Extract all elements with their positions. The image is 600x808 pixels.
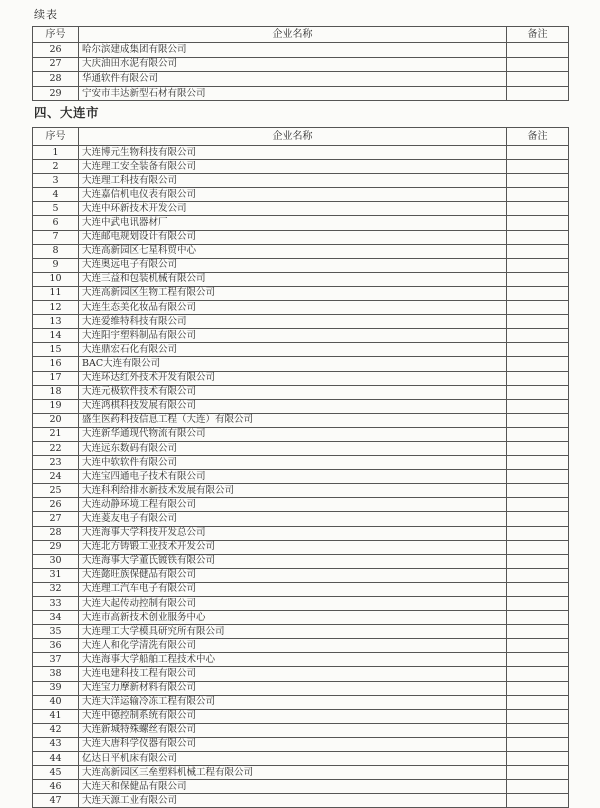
company-name: 大连科利给排水新技术发展有限公司 bbox=[79, 484, 507, 498]
row-index: 13 bbox=[33, 315, 79, 329]
table-row bbox=[33, 301, 569, 315]
company-name: 大连远东数码有限公司 bbox=[79, 441, 507, 455]
row-note bbox=[507, 160, 569, 174]
row-index: 26 bbox=[33, 498, 79, 512]
table-row bbox=[33, 498, 569, 512]
row-note bbox=[507, 568, 569, 582]
row-note bbox=[507, 752, 569, 766]
table-row bbox=[33, 709, 569, 723]
company-table-dalian bbox=[32, 127, 569, 808]
table-row bbox=[33, 456, 569, 470]
row-note bbox=[507, 315, 569, 329]
table-header-row bbox=[33, 128, 569, 146]
row-index: 10 bbox=[33, 272, 79, 286]
row-note bbox=[507, 540, 569, 554]
company-name: 大连海事大学船舶工程技术中心 bbox=[79, 653, 507, 667]
row-note bbox=[507, 723, 569, 737]
row-note bbox=[507, 258, 569, 272]
table-row bbox=[33, 470, 569, 484]
row-index: 36 bbox=[33, 639, 79, 653]
row-index: 42 bbox=[33, 723, 79, 737]
company-name: 大连博元生物科技有限公司 bbox=[79, 146, 507, 160]
company-name: 大连动静环境工程有限公司 bbox=[79, 498, 507, 512]
company-name: 大连嘉信机电仪表有限公司 bbox=[79, 188, 507, 202]
header-index: 序号 bbox=[33, 27, 79, 43]
table-row bbox=[33, 427, 569, 441]
row-index: 35 bbox=[33, 625, 79, 639]
row-note bbox=[507, 399, 569, 413]
table-row bbox=[33, 667, 569, 681]
row-note bbox=[507, 597, 569, 611]
row-index: 19 bbox=[33, 399, 79, 413]
header-note: 备注 bbox=[507, 128, 569, 146]
row-index: 14 bbox=[33, 329, 79, 343]
company-name: 大连邮电规划设计有限公司 bbox=[79, 230, 507, 244]
row-note bbox=[507, 639, 569, 653]
table-row bbox=[33, 639, 569, 653]
company-name: 亿达日平机床有限公司 bbox=[79, 752, 507, 766]
row-index: 26 bbox=[33, 43, 79, 58]
table-row bbox=[33, 146, 569, 160]
company-name: 大连懿旺族保健品有限公司 bbox=[79, 568, 507, 582]
row-note bbox=[507, 456, 569, 470]
company-name: 大连中环新技术开发公司 bbox=[79, 202, 507, 216]
row-note bbox=[507, 43, 569, 58]
table-row bbox=[33, 554, 569, 568]
table-row bbox=[33, 244, 569, 258]
company-name: 大连鸿棋科技发展有限公司 bbox=[79, 399, 507, 413]
company-name: 大连中德控制系统有限公司 bbox=[79, 709, 507, 723]
row-note bbox=[507, 737, 569, 751]
continuation-label: 续表 bbox=[34, 8, 58, 21]
row-index: 41 bbox=[33, 709, 79, 723]
row-index: 18 bbox=[33, 385, 79, 399]
row-index: 27 bbox=[33, 57, 79, 72]
row-index: 37 bbox=[33, 653, 79, 667]
row-index: 45 bbox=[33, 766, 79, 780]
row-note bbox=[507, 86, 569, 101]
company-name: 大连鼎宏石化有限公司 bbox=[79, 343, 507, 357]
company-name: 大连宝力摩新材料有限公司 bbox=[79, 681, 507, 695]
row-index: 44 bbox=[33, 752, 79, 766]
row-note bbox=[507, 470, 569, 484]
table-row bbox=[33, 385, 569, 399]
row-index: 24 bbox=[33, 470, 79, 484]
row-index: 6 bbox=[33, 216, 79, 230]
row-index: 17 bbox=[33, 371, 79, 385]
table-row bbox=[33, 43, 569, 58]
company-name: 大连高新园区七星科贸中心 bbox=[79, 244, 507, 258]
table-row bbox=[33, 357, 569, 371]
company-name: 大连环达红外技术开发有限公司 bbox=[79, 371, 507, 385]
table-row bbox=[33, 582, 569, 596]
table-row bbox=[33, 794, 569, 808]
company-name: 大连宝四通电子技术有限公司 bbox=[79, 470, 507, 484]
table-row bbox=[33, 625, 569, 639]
row-note bbox=[507, 371, 569, 385]
table-2-body bbox=[33, 146, 569, 808]
row-index: 15 bbox=[33, 343, 79, 357]
table-row bbox=[33, 315, 569, 329]
row-index: 12 bbox=[33, 301, 79, 315]
row-index: 33 bbox=[33, 597, 79, 611]
header-note: 备注 bbox=[507, 27, 569, 43]
row-note bbox=[507, 441, 569, 455]
row-note bbox=[507, 385, 569, 399]
row-index: 20 bbox=[33, 413, 79, 427]
company-name: 华通软件有限公司 bbox=[79, 72, 507, 87]
row-index: 3 bbox=[33, 174, 79, 188]
row-index: 1 bbox=[33, 146, 79, 160]
table-row bbox=[33, 780, 569, 794]
company-name: BAC大连有限公司 bbox=[79, 357, 507, 371]
table-row bbox=[33, 568, 569, 582]
row-note bbox=[507, 272, 569, 286]
company-name: 大庆油田水泥有限公司 bbox=[79, 57, 507, 72]
company-name: 大连中软软件有限公司 bbox=[79, 456, 507, 470]
row-note bbox=[507, 667, 569, 681]
row-note bbox=[507, 695, 569, 709]
row-note bbox=[507, 188, 569, 202]
row-index: 38 bbox=[33, 667, 79, 681]
row-index: 30 bbox=[33, 554, 79, 568]
table-row bbox=[33, 512, 569, 526]
row-index: 31 bbox=[33, 568, 79, 582]
company-name: 大连海事大学董氏镀铁有限公司 bbox=[79, 554, 507, 568]
company-name: 大连天和保健品有限公司 bbox=[79, 780, 507, 794]
row-note bbox=[507, 413, 569, 427]
company-name: 大连高新园区三垒塑料机械工程有限公司 bbox=[79, 766, 507, 780]
row-note bbox=[507, 709, 569, 723]
company-name: 大连北方铸锻工业技术开发公司 bbox=[79, 540, 507, 554]
table-row bbox=[33, 737, 569, 751]
row-index: 11 bbox=[33, 286, 79, 300]
header-index: 序号 bbox=[33, 128, 79, 146]
row-index: 16 bbox=[33, 357, 79, 371]
company-name: 大连大唐科学仪器有限公司 bbox=[79, 737, 507, 751]
table-row bbox=[33, 216, 569, 230]
row-note bbox=[507, 357, 569, 371]
row-index: 43 bbox=[33, 737, 79, 751]
row-note bbox=[507, 230, 569, 244]
table-1-body bbox=[33, 43, 569, 101]
company-name: 大连大洋运输冷冻工程有限公司 bbox=[79, 695, 507, 709]
row-note bbox=[507, 498, 569, 512]
company-name: 大连电建科技工程有限公司 bbox=[79, 667, 507, 681]
row-index: 9 bbox=[33, 258, 79, 272]
company-name: 大连奥远电子有限公司 bbox=[79, 258, 507, 272]
row-index: 28 bbox=[33, 72, 79, 87]
row-note bbox=[507, 484, 569, 498]
table-row bbox=[33, 174, 569, 188]
row-note bbox=[507, 174, 569, 188]
row-index: 7 bbox=[33, 230, 79, 244]
table-row bbox=[33, 723, 569, 737]
row-index: 39 bbox=[33, 681, 79, 695]
company-name: 大连阳宇塑料制品有限公司 bbox=[79, 329, 507, 343]
company-table-continued bbox=[32, 26, 569, 101]
section-heading: 四、大连市 bbox=[34, 105, 100, 120]
row-index: 23 bbox=[33, 456, 79, 470]
row-note bbox=[507, 329, 569, 343]
company-name: 盛生医药科技信息工程（大连）有限公司 bbox=[79, 413, 507, 427]
row-note bbox=[507, 554, 569, 568]
row-note bbox=[507, 72, 569, 87]
row-index: 47 bbox=[33, 794, 79, 808]
company-name: 大连爱维特科技有限公司 bbox=[79, 315, 507, 329]
company-name: 大连菱友电子有限公司 bbox=[79, 512, 507, 526]
company-name: 宁安市丰达新型石材有限公司 bbox=[79, 86, 507, 101]
table-row bbox=[33, 484, 569, 498]
table-row bbox=[33, 399, 569, 413]
row-note bbox=[507, 681, 569, 695]
table-row bbox=[33, 72, 569, 87]
company-name: 大连中武电讯器材厂 bbox=[79, 216, 507, 230]
row-index: 2 bbox=[33, 160, 79, 174]
company-name: 大连理工科技有限公司 bbox=[79, 174, 507, 188]
row-note bbox=[507, 766, 569, 780]
row-note bbox=[507, 794, 569, 808]
row-note bbox=[507, 57, 569, 72]
row-index: 34 bbox=[33, 611, 79, 625]
table-row bbox=[33, 286, 569, 300]
company-name: 大连理工汽车电子有限公司 bbox=[79, 582, 507, 596]
table-row bbox=[33, 441, 569, 455]
company-name: 大连新城特殊螺丝有限公司 bbox=[79, 723, 507, 737]
row-index: 21 bbox=[33, 427, 79, 441]
row-index: 29 bbox=[33, 86, 79, 101]
row-note bbox=[507, 146, 569, 160]
row-note bbox=[507, 780, 569, 794]
company-name: 大连元极软件技术有限公司 bbox=[79, 385, 507, 399]
company-name: 哈尔滨建成集团有限公司 bbox=[79, 43, 507, 58]
table-row bbox=[33, 371, 569, 385]
table-header-row bbox=[33, 27, 569, 43]
table-row bbox=[33, 188, 569, 202]
table-row bbox=[33, 202, 569, 216]
company-name: 大连人和化学清洗有限公司 bbox=[79, 639, 507, 653]
company-name: 大连市高新技术创业服务中心 bbox=[79, 611, 507, 625]
row-index: 27 bbox=[33, 512, 79, 526]
row-note bbox=[507, 286, 569, 300]
table-row bbox=[33, 413, 569, 427]
company-name: 大连天源工业有限公司 bbox=[79, 794, 507, 808]
table-row bbox=[33, 526, 569, 540]
row-index: 25 bbox=[33, 484, 79, 498]
row-note bbox=[507, 216, 569, 230]
row-note bbox=[507, 526, 569, 540]
row-index: 22 bbox=[33, 441, 79, 455]
row-note bbox=[507, 512, 569, 526]
row-index: 4 bbox=[33, 188, 79, 202]
row-note bbox=[507, 653, 569, 667]
table-row bbox=[33, 272, 569, 286]
row-index: 32 bbox=[33, 582, 79, 596]
table-row bbox=[33, 230, 569, 244]
row-note bbox=[507, 301, 569, 315]
row-note bbox=[507, 625, 569, 639]
company-name: 大连海事大学科技开发总公司 bbox=[79, 526, 507, 540]
company-name: 大连理工安全装备有限公司 bbox=[79, 160, 507, 174]
table-row bbox=[33, 597, 569, 611]
company-name: 大连高新园区生物工程有限公司 bbox=[79, 286, 507, 300]
table-row bbox=[33, 160, 569, 174]
row-note bbox=[507, 582, 569, 596]
table-row bbox=[33, 766, 569, 780]
company-name: 大连理工大学模具研究所有限公司 bbox=[79, 625, 507, 639]
company-name: 大连三益和包装机械有限公司 bbox=[79, 272, 507, 286]
table-row bbox=[33, 611, 569, 625]
table-row bbox=[33, 752, 569, 766]
row-index: 28 bbox=[33, 526, 79, 540]
row-index: 5 bbox=[33, 202, 79, 216]
row-note bbox=[507, 244, 569, 258]
table-row bbox=[33, 329, 569, 343]
table-row bbox=[33, 57, 569, 72]
row-note bbox=[507, 343, 569, 357]
row-note bbox=[507, 427, 569, 441]
table-row bbox=[33, 681, 569, 695]
table-row bbox=[33, 343, 569, 357]
row-index: 46 bbox=[33, 780, 79, 794]
company-name: 大连新华通现代物流有限公司 bbox=[79, 427, 507, 441]
row-index: 29 bbox=[33, 540, 79, 554]
header-company-name: 企业名称 bbox=[79, 27, 507, 43]
row-note bbox=[507, 611, 569, 625]
company-name: 大连生态美化妆品有限公司 bbox=[79, 301, 507, 315]
row-index: 40 bbox=[33, 695, 79, 709]
table-row bbox=[33, 86, 569, 101]
table-row bbox=[33, 653, 569, 667]
row-index: 8 bbox=[33, 244, 79, 258]
table-row bbox=[33, 540, 569, 554]
header-company-name: 企业名称 bbox=[79, 128, 507, 146]
company-name: 大连大起传动控制有限公司 bbox=[79, 597, 507, 611]
table-row bbox=[33, 695, 569, 709]
table-row bbox=[33, 258, 569, 272]
row-note bbox=[507, 202, 569, 216]
